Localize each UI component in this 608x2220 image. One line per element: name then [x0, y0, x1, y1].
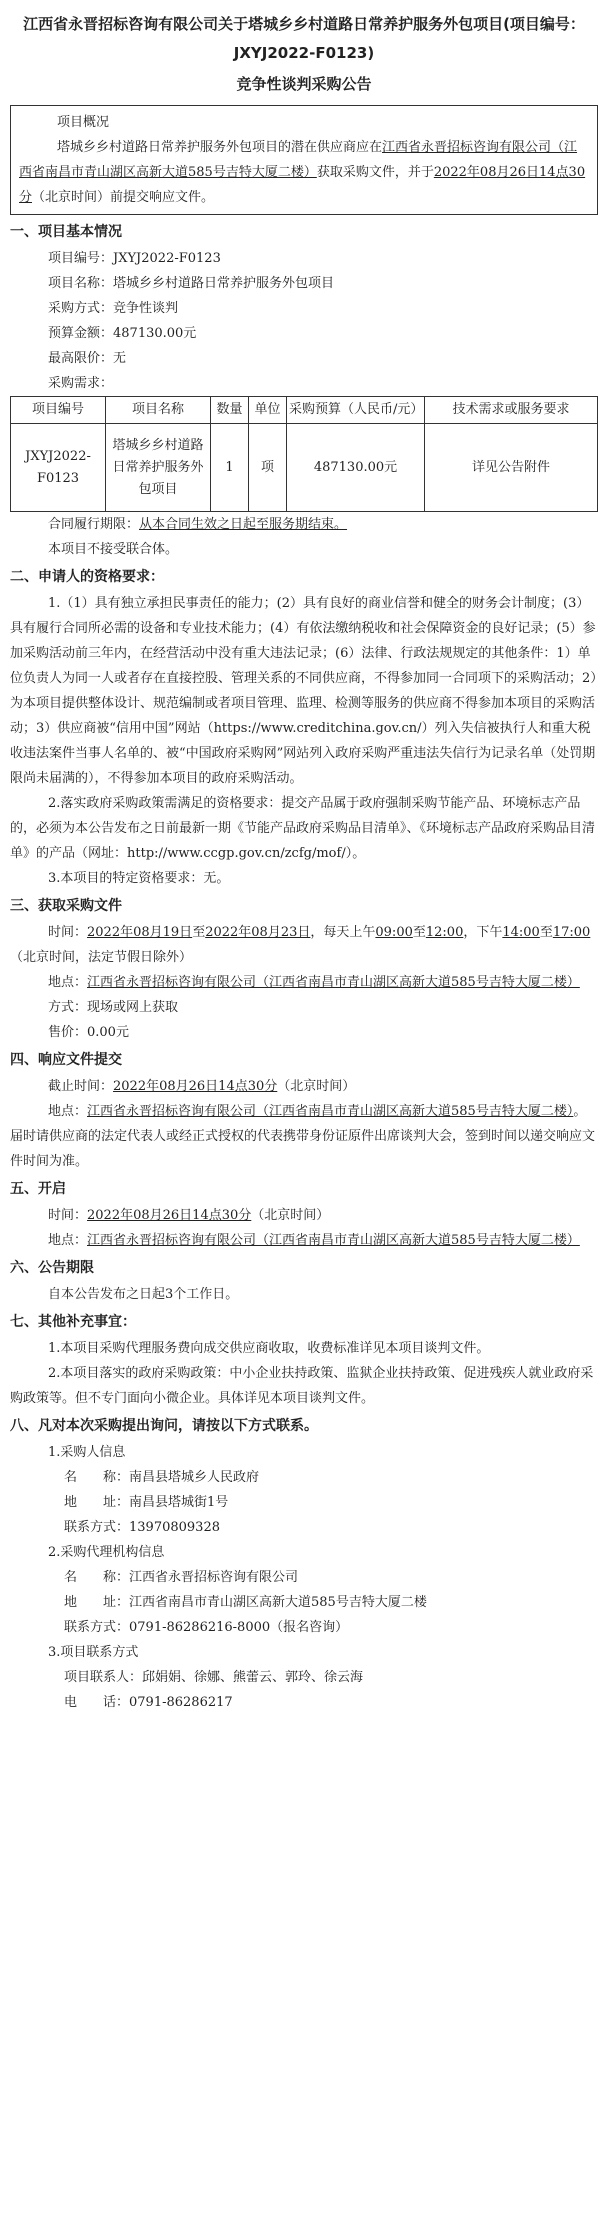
overview-text-1: 塔城乡乡村道路日常养护服务外包项目的潜在供应商应在: [57, 140, 383, 155]
section-5-heading: 五、开启: [10, 1181, 66, 1197]
qualification-2: 2.落实政府采购政策需满足的资格要求：提交产品属于政府强制采购节能产品、环境标志产品的，必须为本公告发布之日前最新一期《节能产品政府采购品目清单》、《环境标志产品政府采购品目清单》的产品（网址：http://www.ccgp.gov.cn/zcfg/mof/）。: [10, 796, 596, 861]
buyer-address: [10, 1490, 598, 1515]
table-cell: 项: [249, 424, 287, 512]
table-cell: 487130.00元: [287, 424, 425, 512]
contract-period-value: 从本合同生效之日起至服务期结束。: [139, 517, 348, 532]
requirements-table: [10, 396, 598, 512]
max-price: 最高限价：无: [48, 351, 127, 366]
obtain-to: 至: [192, 925, 206, 940]
table-cell: JXYJ2022-F0123: [11, 424, 106, 512]
demand-label: 采购需求：: [48, 376, 114, 391]
obtain-am-start: 09:00: [375, 925, 413, 940]
buyer-name-label: 名 称：: [64, 1470, 130, 1485]
overview-text: [19, 135, 589, 210]
table-cell: 1: [211, 424, 249, 512]
section-6-heading: 六、公告期限: [10, 1260, 94, 1276]
submit-place-note: 。届时请供应商的法定代表人或经正式授权的代表携带身份证原件出席谈判大会，签到时间以递交响应文件时间为准。: [10, 1104, 596, 1169]
project-contact-people-label: 项目联系人：: [64, 1670, 143, 1685]
project-contact-phone-label: 电 话：: [64, 1695, 130, 1710]
obtain-am-end: 12:00: [425, 925, 464, 940]
opening-time-value: 2022年08月26日14点30分: [87, 1208, 252, 1223]
table-header: 项目名称: [106, 397, 211, 424]
section-4-heading: 四、响应文件提交: [10, 1052, 122, 1068]
qualification-1: 1.（1）具有独立承担民事责任的能力；(2）具有良好的商业信誉和健全的财务会计制度；(3）具有履行合同所必需的设备和专业技术能力；(4）有依法缴纳税收和社会保障资金的良好记录；(5）参加采购活动前三年内，在经营活动中没有重大违法记录；(6）法律、行政法规规定的其他条件：1）单位负责人为同一人或者存在直接控股、管理关系的不同供应商，不得参加同一合同项下的采购活动；2）为本项目提供整体设计、规范编制或者项目管理、监理、检测等服务的供应商不得参加本项目的采购活动；3）供应商被“信用中国”网站（https://www.creditchina.gov.cn/）列入失信被执行人和重大税收违法案件当事人名单的、被“中国政府采购网”网站列入政府采购严重违法失信行为记录名单（处罚期限尚未届满的），不得参加本项目的政府采购活动。: [10, 596, 597, 786]
qualification-3: 3.本项目的特定资格要求：无。: [48, 871, 230, 886]
consortium-note: 本项目不接受联合体。: [48, 542, 179, 557]
obtain-time-label: 时间：: [48, 925, 88, 940]
obtain-place-value: 江西省永晋招标咨询有限公司（江西省南昌市青山湖区高新大道585号吉特大厦二楼）: [87, 975, 580, 990]
opening-time: [10, 1203, 598, 1228]
buyer-address-value: 南昌县塔城街1号: [129, 1495, 229, 1510]
opening-time-label: 时间：: [48, 1208, 88, 1223]
table-cell: 塔城乡乡村道路日常养护服务外包项目: [106, 424, 211, 512]
agent-name: [10, 1565, 598, 1590]
submit-deadline-label: 截止时间：: [48, 1079, 114, 1094]
contract-period: [10, 512, 598, 537]
obtain-pm-start: 14:00: [502, 925, 540, 940]
overview-deadline: 2022年08月26日14点30分: [19, 165, 586, 205]
obtain-date-end: 2022年08月23日: [205, 925, 311, 940]
project-contact-phone-value: 0791-86286217: [129, 1695, 233, 1710]
submit-place-label: 地点：: [48, 1104, 88, 1119]
buyer-contact-label: 联系方式：: [64, 1520, 130, 1535]
obtain-pm-end: 17:00: [552, 925, 591, 940]
obtain-way: 方式：现场或网上获取: [48, 1000, 179, 1015]
table-header: 数量: [211, 397, 249, 424]
table-header: 技术需求或服务要求: [425, 397, 598, 424]
buyer-contact-value: 13970809328: [129, 1520, 220, 1535]
obtain-time-note: （北京时间，法定节假日除外）: [10, 950, 193, 965]
project-overview-box: [10, 105, 598, 215]
agent-name-value: 江西省永晋招标咨询有限公司: [129, 1570, 299, 1585]
agent-contact: [10, 1615, 598, 1640]
agent-address-value: 江西省南昌市青山湖区高新大道585号吉特大厦二楼: [129, 1595, 427, 1610]
opening-time-note: （北京时间）: [251, 1208, 330, 1223]
buyer-address-label: 地 址：: [64, 1495, 130, 1510]
buyer-heading: 1.采购人信息: [48, 1445, 126, 1460]
section-8-heading: 八、凡对本次采购提出询问，请按以下方式联系。: [10, 1418, 318, 1434]
page-subtitle: 竞争性谈判采购公告: [236, 75, 372, 93]
supplement-1: 1.本项目采购代理服务费向成交供应商收取，收费标准详见本项目谈判文件。: [48, 1341, 490, 1356]
overview-heading: 项目概况: [57, 115, 110, 130]
obtain-place: [10, 970, 598, 995]
opening-place-value: 江西省永晋招标咨询有限公司（江西省南昌市青山湖区高新大道585号吉特大厦二楼）: [87, 1233, 580, 1248]
obtain-place-label: 地点：: [48, 975, 88, 990]
overview-text-2: 获取采购文件，并于: [316, 165, 434, 180]
table-row: [11, 424, 598, 512]
opening-place: [10, 1228, 598, 1253]
buyer-name: [10, 1465, 598, 1490]
project-contact-people-value: 邱娟娟、徐娜、熊蕾云、郭玲、徐云海: [142, 1670, 364, 1685]
agent-address: [10, 1590, 598, 1615]
project-contact-phone: [10, 1690, 598, 1715]
section-7-heading: 七、其他补充事宜：: [10, 1314, 136, 1330]
supplement-2: 2.本项目落实的政府采购政策：中小企业扶持政策、监狱企业扶持政策、促进残疾人就业政府采购政策等。但不专门面向小微企业。具体详见本项目谈判文件。: [10, 1366, 594, 1406]
buyer-contact: [10, 1515, 598, 1540]
project-number: 项目编号：JXYJ2022-F0123: [48, 251, 221, 266]
agent-address-label: 地 址：: [64, 1595, 130, 1610]
obtain-date-start: 2022年08月19日: [87, 925, 193, 940]
submit-deadline: [10, 1074, 598, 1099]
section-2-heading: 二、申请人的资格要求：: [10, 569, 164, 585]
project-contact-heading: 3.项目联系方式: [48, 1645, 139, 1660]
section-1-heading: 一、项目基本情况: [10, 224, 122, 240]
obtain-pm-label: ，下午: [463, 925, 503, 940]
agent-name-label: 名 称：: [64, 1570, 130, 1585]
obtain-to-pm: 至: [539, 925, 553, 940]
obtain-to-am: 至: [412, 925, 426, 940]
obtain-morning-label: ，每天上午: [310, 925, 376, 940]
table-header: 单位: [249, 397, 287, 424]
opening-place-label: 地点：: [48, 1233, 88, 1248]
overview-place-link: 江西省永晋招标咨询有限公司（江西省南昌市青山湖区高新大道585号吉特大厦二楼）: [19, 140, 578, 180]
project-contact-people: [10, 1665, 598, 1690]
submit-place-value: 江西省永晋招标咨询有限公司（江西省南昌市青山湖区高新大道585号吉特大厦二楼）: [87, 1104, 574, 1119]
procurement-method: 采购方式：竞争性谈判: [48, 301, 179, 316]
overview-text-3: （北京时间）前提交响应文件。: [32, 190, 215, 205]
table-cell: 详见公告附件: [425, 424, 598, 512]
table-header: 采购预算（人民币/元）: [287, 397, 425, 424]
submit-deadline-note: （北京时间）: [277, 1079, 356, 1094]
notice-period: 自本公告发布之日起3个工作日。: [48, 1287, 239, 1302]
project-name: 项目名称：塔城乡乡村道路日常养护服务外包项目: [48, 276, 335, 291]
obtain-time: [10, 920, 598, 970]
agent-contact-value: 0791-86286216-8000（报名咨询）: [129, 1620, 349, 1635]
obtain-price: 售价：0.00元: [48, 1025, 129, 1040]
submit-deadline-value: 2022年08月26日14点30分: [113, 1079, 278, 1094]
table-header-row: [11, 397, 598, 424]
budget-amount: 预算金额：487130.00元: [48, 326, 197, 341]
section-3-heading: 三、获取采购文件: [10, 898, 122, 914]
submit-place: [10, 1099, 598, 1174]
contract-period-label: 合同履行期限：: [48, 517, 140, 532]
page-title: 江西省永晋招标咨询有限公司关于塔城乡乡村道路日常养护服务外包项目(项目编号：JXYJ2022-F0123): [23, 15, 585, 62]
buyer-name-value: 南昌县塔城乡人民政府: [129, 1470, 260, 1485]
table-header: 项目编号: [11, 397, 106, 424]
agent-heading: 2.采购代理机构信息: [48, 1545, 165, 1560]
agent-contact-label: 联系方式：: [64, 1620, 130, 1635]
